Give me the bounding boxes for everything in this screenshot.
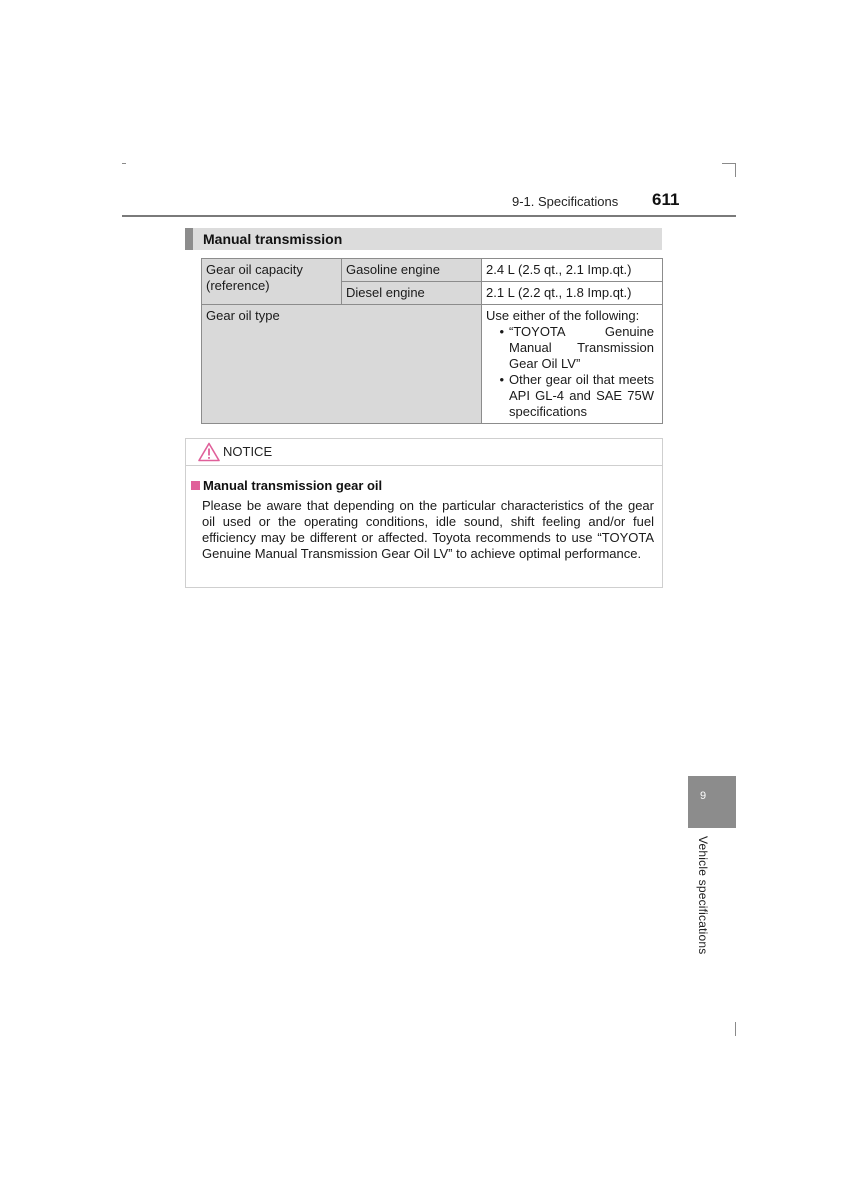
- crop-mark-top-left: [122, 163, 126, 164]
- running-header-section: 9-1. Specifications: [512, 194, 619, 209]
- notice-header: [186, 439, 662, 466]
- notice-subheading: [191, 477, 654, 495]
- bullet-marker: •: [499, 372, 504, 387]
- cell-gasoline-label: Gasoline engine: [342, 259, 482, 282]
- chapter-tab: [688, 776, 736, 828]
- warning-triangle-icon: [198, 442, 220, 462]
- pink-square-icon: [191, 481, 200, 490]
- header-rule: [122, 215, 736, 217]
- gear-oil-intro: Use either of the following:: [486, 308, 640, 323]
- list-item: [486, 324, 654, 372]
- chapter-number: 9: [700, 790, 707, 802]
- crop-mark-top-right-v: [735, 163, 736, 177]
- crop-mark-top-right-h: [722, 163, 736, 164]
- table-row: [202, 259, 663, 282]
- bullet-text-toyota-oil: “TOYOTA Genuine Manual Transmission Gear Oil LV”: [509, 324, 654, 371]
- table-row: [202, 305, 663, 424]
- notice-label: NOTICE: [223, 444, 273, 459]
- cell-diesel-value: 2.1 L (2.2 qt., 1.8 Imp.qt.): [482, 282, 663, 305]
- section-heading-bar: [185, 228, 662, 250]
- bullet-marker: •: [499, 324, 504, 339]
- spec-table: [201, 258, 663, 424]
- page-number: 611: [652, 190, 680, 209]
- cell-gear-oil-capacity: Gear oil capacity (reference): [202, 259, 342, 305]
- notice-body: [191, 477, 654, 562]
- bullet-text-other-oil: Other gear oil that meets API GL-4 and SAE 75W specifications: [509, 372, 654, 419]
- cell-gear-oil-type-value: [482, 305, 663, 424]
- cell-gasoline-value: 2.4 L (2.5 qt., 2.1 Imp.qt.): [482, 259, 663, 282]
- crop-mark-bottom-right-v: [735, 1022, 736, 1036]
- cell-diesel-label: Diesel engine: [342, 282, 482, 305]
- chapter-side-title: Vehicle specifications: [696, 836, 710, 955]
- section-title: Manual transmission: [203, 231, 343, 247]
- notice-paragraph: Please be aware that depending on the particular characteristics of the gear oil used or the operating conditions, idle sound, shift feeling and/or fuel efficiency may be different or affected. Toyota recommends to use “TOYOTA Genuine Manual Transmission Gear Oil LV” to achieve optimal performance.: [202, 498, 654, 561]
- notice-box: [185, 438, 663, 588]
- list-item: [486, 372, 654, 420]
- notice-subtitle: Manual transmission gear oil: [203, 478, 383, 493]
- cell-gear-oil-type: Gear oil type: [202, 305, 482, 424]
